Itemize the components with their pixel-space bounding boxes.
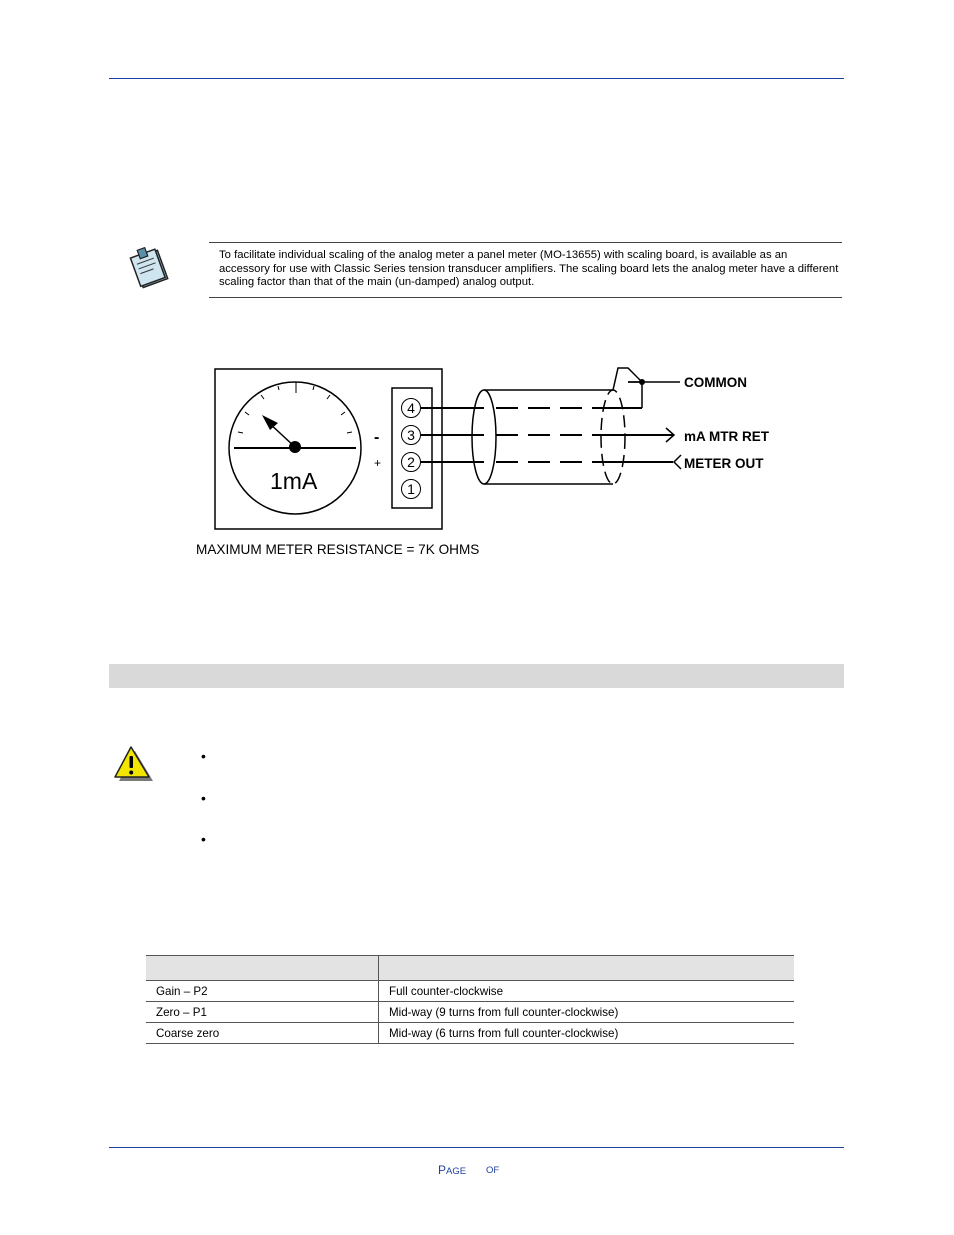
table-header-cell <box>379 956 795 981</box>
common-junction <box>639 379 645 385</box>
settings-table <box>146 955 794 1044</box>
plus-sign: + <box>374 456 382 470</box>
table-cell-setting: Mid-way (9 turns from full counter-clockwise) <box>379 1002 795 1023</box>
table-cell-setting: Full counter-clockwise <box>379 981 795 1002</box>
table-header-row <box>146 956 794 981</box>
footer-page-rest: AGE <box>446 1166 467 1177</box>
terminal-2-label: 2 <box>407 454 415 470</box>
header-rule <box>109 78 844 79</box>
meter-out-arrow <box>674 455 681 469</box>
table-cell-adjustment: Coarse zero <box>146 1023 379 1044</box>
bullet-3: • <box>201 831 206 847</box>
meter-out-label: METER OUT <box>684 456 764 471</box>
note-pad-icon <box>128 244 172 292</box>
section-heading-bar <box>109 664 844 688</box>
table-row <box>146 981 794 1002</box>
table-cell-adjustment: Zero – P1 <box>146 1002 379 1023</box>
note-box <box>209 242 842 298</box>
shielded-cable <box>472 390 625 484</box>
meter-range-label: 1mA <box>270 468 318 494</box>
terminal-1-label: 1 <box>407 481 415 497</box>
bullet-1: • <box>201 748 206 764</box>
footer-page-label <box>438 1163 466 1177</box>
terminal-3-label: 3 <box>407 427 415 443</box>
minus-sign: - <box>374 429 380 446</box>
note-text: To facilitate individual scaling of the analog meter a panel meter (MO-13655) with scaling board, is available as an accessory for use with Classic Series tension transducer amplifiers. The scaling board lets the analog meter have a different scaling factor than that of the main (un-damped) analog output. <box>219 249 839 289</box>
common-connection <box>613 368 680 408</box>
table-cell-setting: Mid-way (6 turns from full counter-clockwise) <box>379 1023 795 1044</box>
bullet-2: • <box>201 790 206 806</box>
footer-page-initial: P <box>438 1163 447 1177</box>
footer-rule <box>109 1147 844 1148</box>
footer-of-label: OF <box>486 1165 500 1176</box>
needle-pivot <box>289 441 301 453</box>
ma-mtr-ret-label: mA MTR RET <box>684 429 769 444</box>
table-row <box>146 1023 794 1044</box>
meter-wiring-diagram <box>200 360 780 535</box>
table-header-cell <box>146 956 379 981</box>
diagram-caption: MAXIMUM METER RESISTANCE = 7K OHMS <box>196 542 480 557</box>
table-row <box>146 1002 794 1023</box>
table-cell-adjustment: Gain – P2 <box>146 981 379 1002</box>
terminal-4-label: 4 <box>407 400 415 416</box>
caution-icon <box>112 744 154 782</box>
wires <box>421 408 673 462</box>
common-label: COMMON <box>684 375 747 390</box>
